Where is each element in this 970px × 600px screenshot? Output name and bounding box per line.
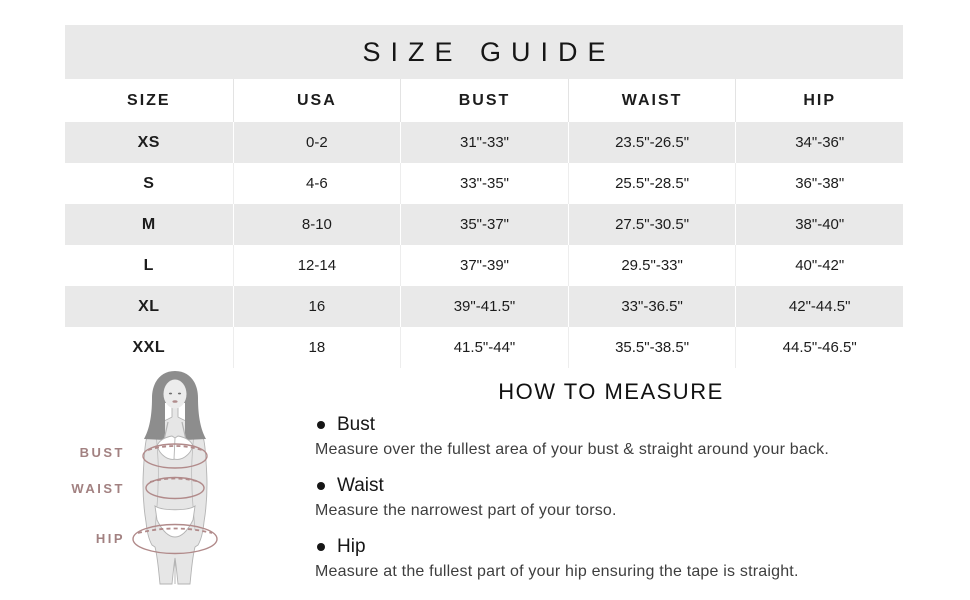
measure-item-bust-description: Measure over the fullest area of your bust & straight around your back. [315, 441, 830, 458]
figure-label-hip: HIP [95, 531, 125, 546]
table-cell: 31"-33" [400, 122, 568, 163]
table-cell: 27.5"-30.5" [568, 204, 736, 245]
table-row-m [65, 204, 903, 245]
table-cell: 35"-37" [400, 204, 568, 245]
bullet-icon [317, 482, 325, 490]
woman-figure-icon [128, 370, 246, 586]
column-header-waist: WAIST [568, 79, 736, 122]
size-cell: S [143, 174, 155, 192]
table-cell: 39"-41.5" [400, 286, 568, 327]
measure-item-bust [317, 414, 907, 436]
table-header-row [65, 79, 903, 122]
table-cell: 33"-36.5" [568, 286, 736, 327]
table-row-xl [65, 286, 903, 327]
table-cell: 44.5"-46.5" [735, 327, 903, 368]
table-row-l [65, 245, 903, 286]
bullet-icon [317, 421, 325, 429]
table-cell: 40"-42" [735, 245, 903, 286]
size-guide-table [65, 25, 903, 368]
table-cell: 23.5"-26.5" [568, 122, 736, 163]
column-header-bust: BUST [400, 79, 568, 122]
measure-item-label: Hip [337, 536, 366, 557]
size-cell: XS [137, 133, 160, 151]
table-cell: 33"-35" [400, 163, 568, 204]
measure-item-waist [317, 475, 907, 497]
table-cell: 16 [233, 286, 401, 327]
table-cell: 25.5"-28.5" [568, 163, 736, 204]
measurement-figure-illustration [128, 370, 246, 586]
size-cell: XXL [132, 338, 166, 356]
table-row-xxl [65, 327, 903, 368]
size-cell: L [143, 256, 154, 274]
page-title: SIZE GUIDE [362, 36, 616, 67]
table-row-s [65, 163, 903, 204]
measure-item-label: Waist [337, 475, 384, 496]
figure-label-waist: WAIST [71, 481, 125, 496]
how-to-measure-heading: HOW TO MEASURE [498, 379, 724, 404]
table-cell: 12-14 [233, 245, 401, 286]
figure-label-bust: BUST [79, 445, 125, 460]
column-header-hip: HIP [735, 79, 903, 122]
how-to-measure-section [315, 379, 907, 581]
table-cell: 37"-39" [400, 245, 568, 286]
measure-item-waist-description: Measure the narrowest part of your torso. [315, 502, 617, 519]
table-cell: 0-2 [233, 122, 401, 163]
table-cell: 34"-36" [735, 122, 903, 163]
measure-item-hip [317, 536, 907, 558]
column-header-size: SIZE [127, 91, 171, 109]
title-band [65, 25, 903, 79]
table-cell: 29.5"-33" [568, 245, 736, 286]
table-cell: 38"-40" [735, 204, 903, 245]
table-cell: 35.5"-38.5" [568, 327, 736, 368]
bullet-icon [317, 543, 325, 551]
table-cell: 8-10 [233, 204, 401, 245]
measure-item-label: Bust [337, 414, 376, 435]
measure-item-hip-description: Measure at the fullest part of your hip ensuring the tape is straight. [315, 563, 799, 580]
table-cell: 36"-38" [735, 163, 903, 204]
table-cell: 4-6 [233, 163, 401, 204]
table-cell: 18 [233, 327, 401, 368]
table-cell: 42"-44.5" [735, 286, 903, 327]
column-header-usa: USA [233, 79, 401, 122]
table-row-xs [65, 122, 903, 163]
size-cell: XL [138, 297, 160, 315]
size-cell: M [141, 215, 156, 233]
table-cell: 41.5"-44" [400, 327, 568, 368]
